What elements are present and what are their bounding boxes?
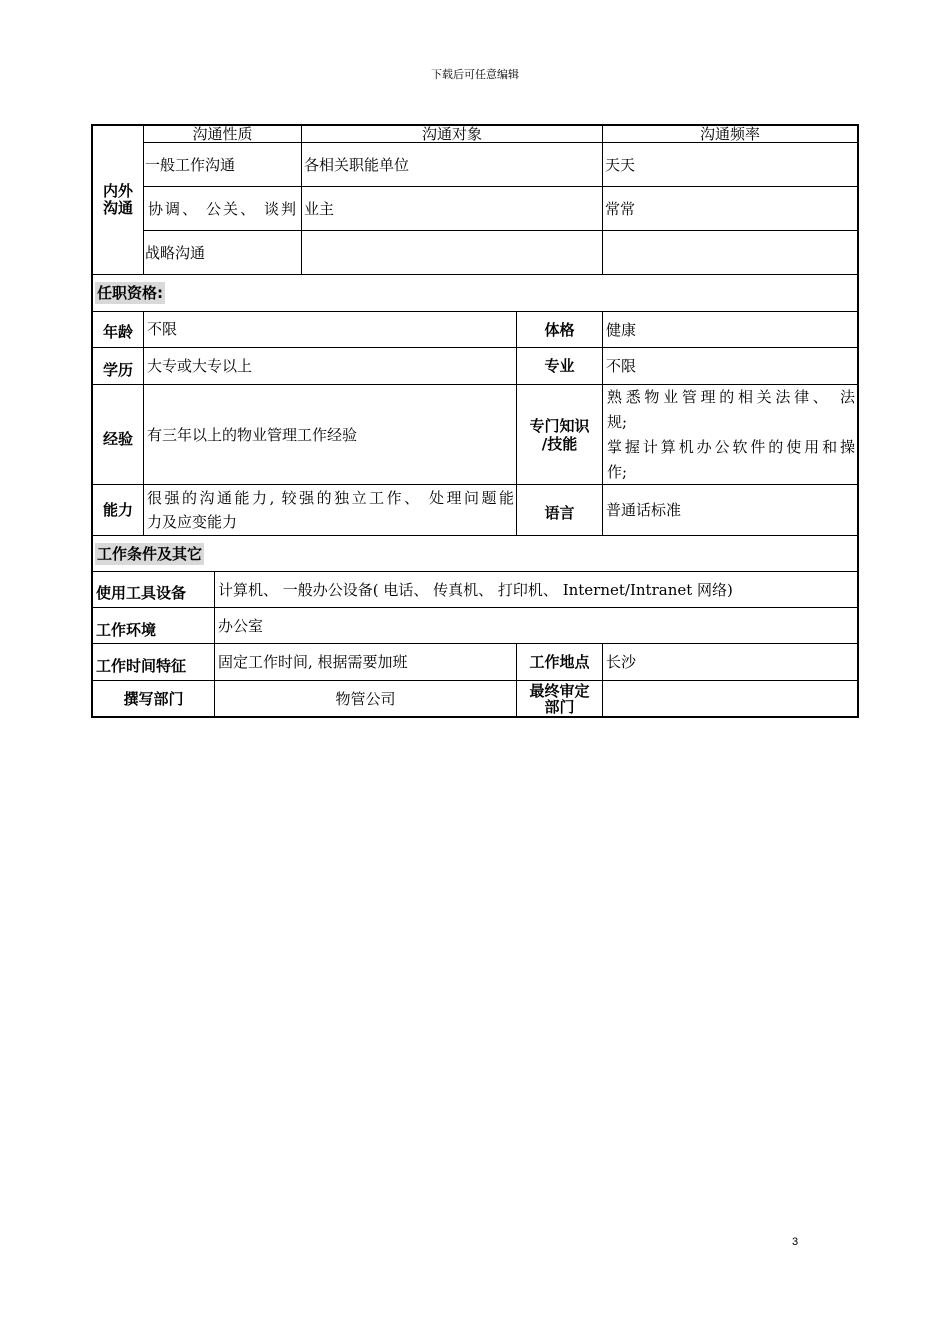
environment-value: 办公室 (218, 616, 264, 635)
language-label: 语言 (544, 504, 575, 522)
knowledge-skills-label: 专门知识 /技能 (529, 416, 590, 453)
authoring-dept-label: 撰写部门 (123, 689, 184, 708)
ability-value: 很强的沟通能力, 较强的独立工作、 处理问题能 力及应变能力 (147, 489, 514, 531)
language-value: 普通话标准 (606, 501, 682, 519)
environment-label: 工作环境 (96, 620, 157, 639)
experience-value: 有三年以上的物业管理工作经验 (147, 425, 358, 444)
comm-header-frequency: 沟通频率 (699, 125, 760, 143)
work-time-value: 固定工作时间, 根据需要加班 (218, 653, 408, 671)
knowledge-skills-value: 熟悉物业管理的相关法律、 法 规; 掌握计算机办公软件的使用和操 作; (607, 387, 855, 481)
comm-row-3-target (301, 231, 601, 274)
comm-row-3-nature: 战略沟通 (145, 243, 206, 262)
physique-label: 体格 (544, 320, 575, 339)
conditions-title: 工作条件及其它 (97, 544, 203, 563)
table-border (857, 124, 859, 718)
comm-row-2-frequency: 常常 (605, 199, 636, 218)
authoring-dept-value: 物管公司 (335, 689, 396, 708)
major-value: 不限 (606, 357, 637, 375)
comm-header-nature: 沟通性质 (192, 125, 253, 143)
ability-label: 能力 (102, 501, 133, 519)
qualification-title: 任职资格: (97, 284, 163, 302)
comm-row-2-nature: 协调、 公关、 谈判 (148, 199, 296, 218)
table-border (91, 716, 859, 718)
comm-side-label: 内外 沟通 (102, 182, 133, 217)
major-label: 专业 (544, 357, 575, 375)
work-location-label: 工作地点 (529, 653, 590, 671)
final-review-dept-label: 最终审定 部门 (529, 681, 590, 716)
comm-header-target: 沟通对象 (421, 125, 482, 143)
comm-row-1-target: 各相关职能单位 (304, 155, 410, 174)
age-label: 年龄 (102, 323, 133, 341)
final-review-dept-value (603, 681, 857, 716)
comm-row-3-frequency (602, 231, 856, 274)
experience-label: 经验 (102, 429, 133, 448)
comm-row-1-frequency: 天天 (605, 155, 636, 174)
education-value: 大专或大专以上 (147, 357, 253, 375)
age-value: 不限 (147, 320, 178, 338)
comm-row-1-nature: 一般工作沟通 (145, 155, 236, 174)
physique-value: 健康 (606, 320, 637, 339)
tools-value: 计算机、 一般办公设备( 电话、 传真机、 打印机、 Internet/Intranet 网络) (218, 580, 733, 599)
work-time-label: 工作时间特征 (96, 657, 187, 675)
tools-label: 使用工具设备 (96, 583, 187, 602)
comm-row-2-target: 业主 (304, 199, 335, 218)
page-number: 3 (792, 1236, 799, 1248)
page-header: 下载后可任意编辑 (431, 68, 519, 81)
work-location-value: 长沙 (606, 653, 637, 671)
education-label: 学历 (102, 361, 133, 379)
